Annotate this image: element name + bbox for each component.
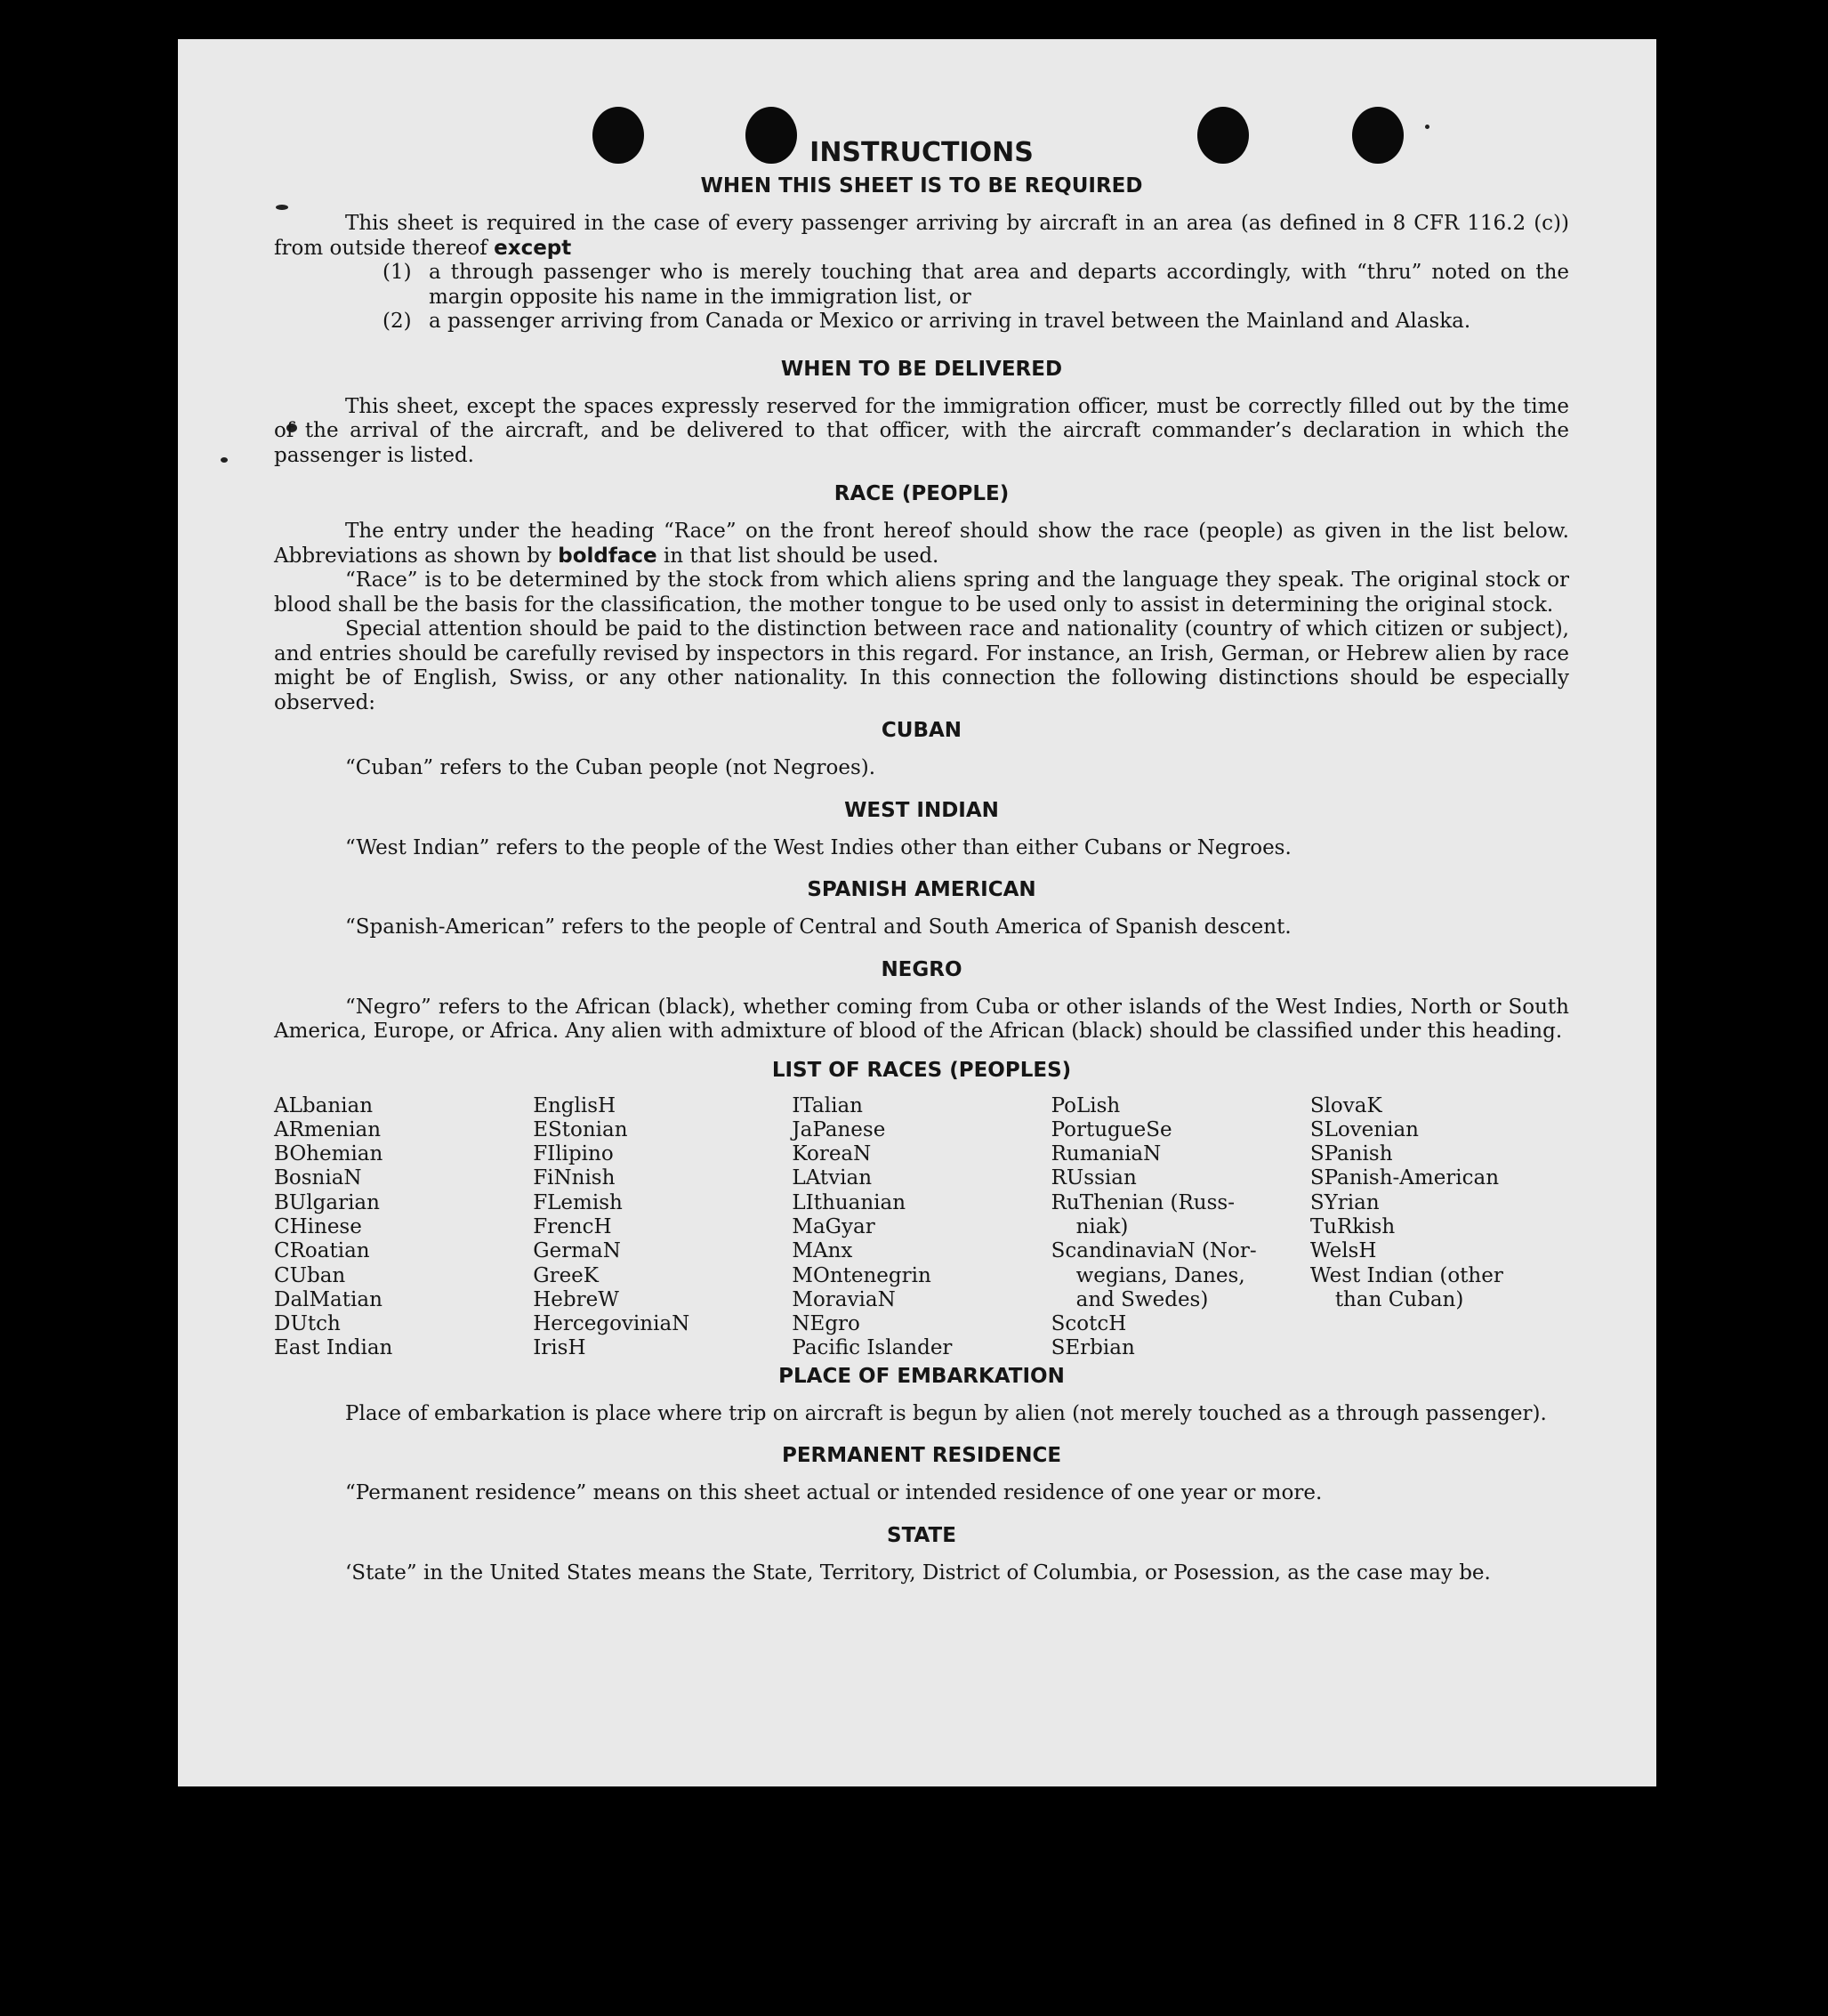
race-entry: HebreW bbox=[533, 1287, 619, 1311]
race-entry: HercegoviniaN bbox=[533, 1312, 690, 1336]
race-entry: IrisH bbox=[533, 1336, 586, 1360]
exception-list bbox=[383, 261, 1569, 335]
boldface-word: boldface bbox=[558, 544, 657, 568]
race-entry: DUtch bbox=[274, 1312, 341, 1336]
race-entry: SErbian bbox=[1051, 1336, 1135, 1360]
race-entry: RuThenian (Russ- bbox=[1051, 1190, 1235, 1214]
race-entry: LAtvian bbox=[792, 1166, 873, 1190]
place-of-embarkation-paragraph: Place of embarkation is place where trip on aircraft is begun by alien (not merely touched as a through passenger). bbox=[345, 1401, 1547, 1425]
spanish-american-paragraph: “Spanish-American” refers to the people of Central and South America of Spanish descent. bbox=[345, 915, 1292, 939]
race-entry: CHinese bbox=[274, 1214, 362, 1238]
negro-paragraph: “Negro” refers to the African (black), whether coming from Cuba or other islands of the West Indies, North or South America, Europe, or Africa. Any alien with admixture of blood of the African (black) should be classified under this heading. bbox=[274, 995, 1569, 1043]
race-paragraph-2: “Race” is to be determined by the stock from which aliens spring and the language they speak. The original stock or blood shall be the basis for the classification, the mother tongue to be used only to assist in determining the original stock. bbox=[274, 569, 1569, 617]
race-entry: JaPanese bbox=[792, 1117, 886, 1141]
race-entry: MAnx bbox=[792, 1239, 853, 1263]
race-entry: MaGyar bbox=[792, 1214, 875, 1238]
race-entry: RumaniaN bbox=[1051, 1142, 1162, 1166]
race-entry: Pacific Islander bbox=[792, 1336, 953, 1360]
race-entry: PoLish bbox=[1051, 1093, 1121, 1117]
race-entry: East Indian bbox=[274, 1336, 393, 1360]
race-entry-continuation: wegians, Danes, bbox=[1075, 1263, 1245, 1287]
race-entry: BUlgarian bbox=[274, 1190, 380, 1214]
race-entry: MOntenegrin bbox=[792, 1263, 931, 1287]
section-heading-when-delivered: WHEN TO BE DELIVERED bbox=[780, 357, 1063, 381]
west-indian-paragraph: “West Indian” refers to the people of the West Indies other than either Cubans or Negroes. bbox=[345, 835, 1292, 859]
section-heading-spanish-american: SPANISH AMERICAN bbox=[807, 878, 1036, 901]
race-entry: FrencH bbox=[533, 1214, 612, 1238]
race-entry: SPanish-American bbox=[1309, 1166, 1500, 1190]
races-column-4 bbox=[1051, 1094, 1310, 1361]
race-entry: RUssian bbox=[1051, 1166, 1137, 1190]
race-entry: FiNnish bbox=[533, 1166, 616, 1190]
race-entry: West Indian (other bbox=[1309, 1263, 1503, 1287]
race-entry: DalMatian bbox=[274, 1287, 383, 1311]
race-entry: CUban bbox=[274, 1263, 346, 1287]
race-entry: ALbanian bbox=[274, 1093, 374, 1117]
section-heading-negro: NEGRO bbox=[881, 957, 962, 981]
race-entry: ScandinaviaN (Nor- bbox=[1051, 1239, 1257, 1263]
races-column-1 bbox=[274, 1094, 533, 1361]
race-entry: SlovaK bbox=[1309, 1093, 1382, 1117]
race-entry: WelsH bbox=[1309, 1239, 1377, 1263]
section-heading-cuban: CUBAN bbox=[881, 719, 962, 742]
section-heading-when-required: WHEN THIS SHEET IS TO BE REQUIRED bbox=[700, 174, 1143, 198]
page-title: INSTRUCTIONS bbox=[809, 137, 1034, 168]
list-item: (1) a through passenger who is merely touching that area and departs accordingly, with “thru” noted on the margin opposite his name in the immigration list, or bbox=[383, 261, 1569, 309]
instructions-content bbox=[274, 135, 1569, 1585]
race-entry: ITalian bbox=[792, 1093, 863, 1117]
race-entry: GreeK bbox=[533, 1263, 599, 1287]
race-entry: GermaN bbox=[533, 1239, 621, 1263]
race-entry: MoraviaN bbox=[792, 1287, 896, 1311]
races-column-2 bbox=[533, 1094, 792, 1361]
ink-speck bbox=[1425, 125, 1429, 129]
section-heading-race: RACE (PEOPLE) bbox=[833, 482, 1010, 505]
race-entry: CRoatian bbox=[274, 1239, 370, 1263]
race-entry: ARmenian bbox=[274, 1117, 382, 1141]
race-entry: TuRkish bbox=[1309, 1214, 1396, 1238]
except-bold: except bbox=[494, 236, 572, 260]
race-entry: FIlipino bbox=[533, 1142, 614, 1166]
race-entry: BosniaN bbox=[274, 1166, 362, 1190]
race-entry: NEgro bbox=[792, 1312, 860, 1336]
race-entry-continuation: niak) bbox=[1075, 1214, 1129, 1238]
race-paragraph-1: The entry under the heading “Race” on the front hereof should show the race (people) as given in the list below. Abbreviations as shown by boldface in that list should be used. bbox=[274, 520, 1569, 568]
document-page bbox=[178, 39, 1656, 1786]
race-entry: SYrian bbox=[1309, 1190, 1380, 1214]
race-entry: EnglisH bbox=[533, 1093, 616, 1117]
race-entry-continuation: and Swedes) bbox=[1075, 1287, 1209, 1311]
race-entry: SPanish bbox=[1309, 1142, 1393, 1166]
permanent-residence-paragraph: “Permanent residence” means on this sheet actual or intended residence of one year or more. bbox=[345, 1481, 1323, 1505]
race-entry: ScotcH bbox=[1051, 1312, 1127, 1336]
section-heading-place-of-embarkation: PLACE OF EMBARKATION bbox=[778, 1364, 1065, 1388]
when-required-paragraph: This sheet is required in the case of every passenger arriving by aircraft in an area (as defined in 8 CFR 116.2 (c)) from outside thereof except bbox=[274, 212, 1569, 260]
race-entry: KoreaN bbox=[792, 1142, 872, 1166]
section-heading-west-indian: WEST INDIAN bbox=[844, 798, 999, 822]
list-item: (2) a passenger arriving from Canada or Mexico or arriving in travel between the Mainland and Alaska. bbox=[383, 310, 1471, 333]
race-entry-continuation: than Cuban) bbox=[1334, 1287, 1464, 1311]
race-entry: EStonian bbox=[533, 1117, 628, 1141]
races-column-5 bbox=[1310, 1094, 1569, 1361]
cuban-paragraph: “Cuban” refers to the Cuban people (not Negroes). bbox=[345, 756, 876, 779]
race-entry: BOhemian bbox=[274, 1142, 383, 1166]
when-delivered-paragraph: This sheet, except the spaces expressly reserved for the immigration officer, must be correctly filled out by the time of the arrival of the aircraft, and be delivered to that officer, with the aircraft commander’s declaration in which the passenger is listed. bbox=[274, 394, 1569, 467]
section-heading-state: STATE bbox=[887, 1523, 956, 1547]
section-heading-list-of-races: LIST OF RACES (PEOPLES) bbox=[771, 1058, 1072, 1082]
races-column-3 bbox=[792, 1094, 1051, 1361]
section-heading-permanent-residence: PERMANENT RESIDENCE bbox=[781, 1444, 1062, 1468]
race-paragraph-3: Special attention should be paid to the distinction between race and nationality (country of which citizen or subject), and entries should be carefully revised by inspectors in this regard. For instance, an Irish, German, or Hebrew alien by race might be of English, Swiss, or any other nationality. In this connection the following distinctions should be especially observed: bbox=[274, 617, 1569, 714]
race-entry: LIthuanian bbox=[792, 1190, 906, 1214]
race-entry: SLovenian bbox=[1309, 1117, 1419, 1141]
state-paragraph: ‘State” in the United States means the State, Territory, District of Columbia, or Posession, as the case may be. bbox=[345, 1560, 1491, 1585]
race-entry: FLemish bbox=[533, 1190, 623, 1214]
races-table bbox=[274, 1094, 1569, 1361]
ink-speck bbox=[221, 457, 228, 463]
race-entry: PortugueSe bbox=[1051, 1117, 1172, 1141]
